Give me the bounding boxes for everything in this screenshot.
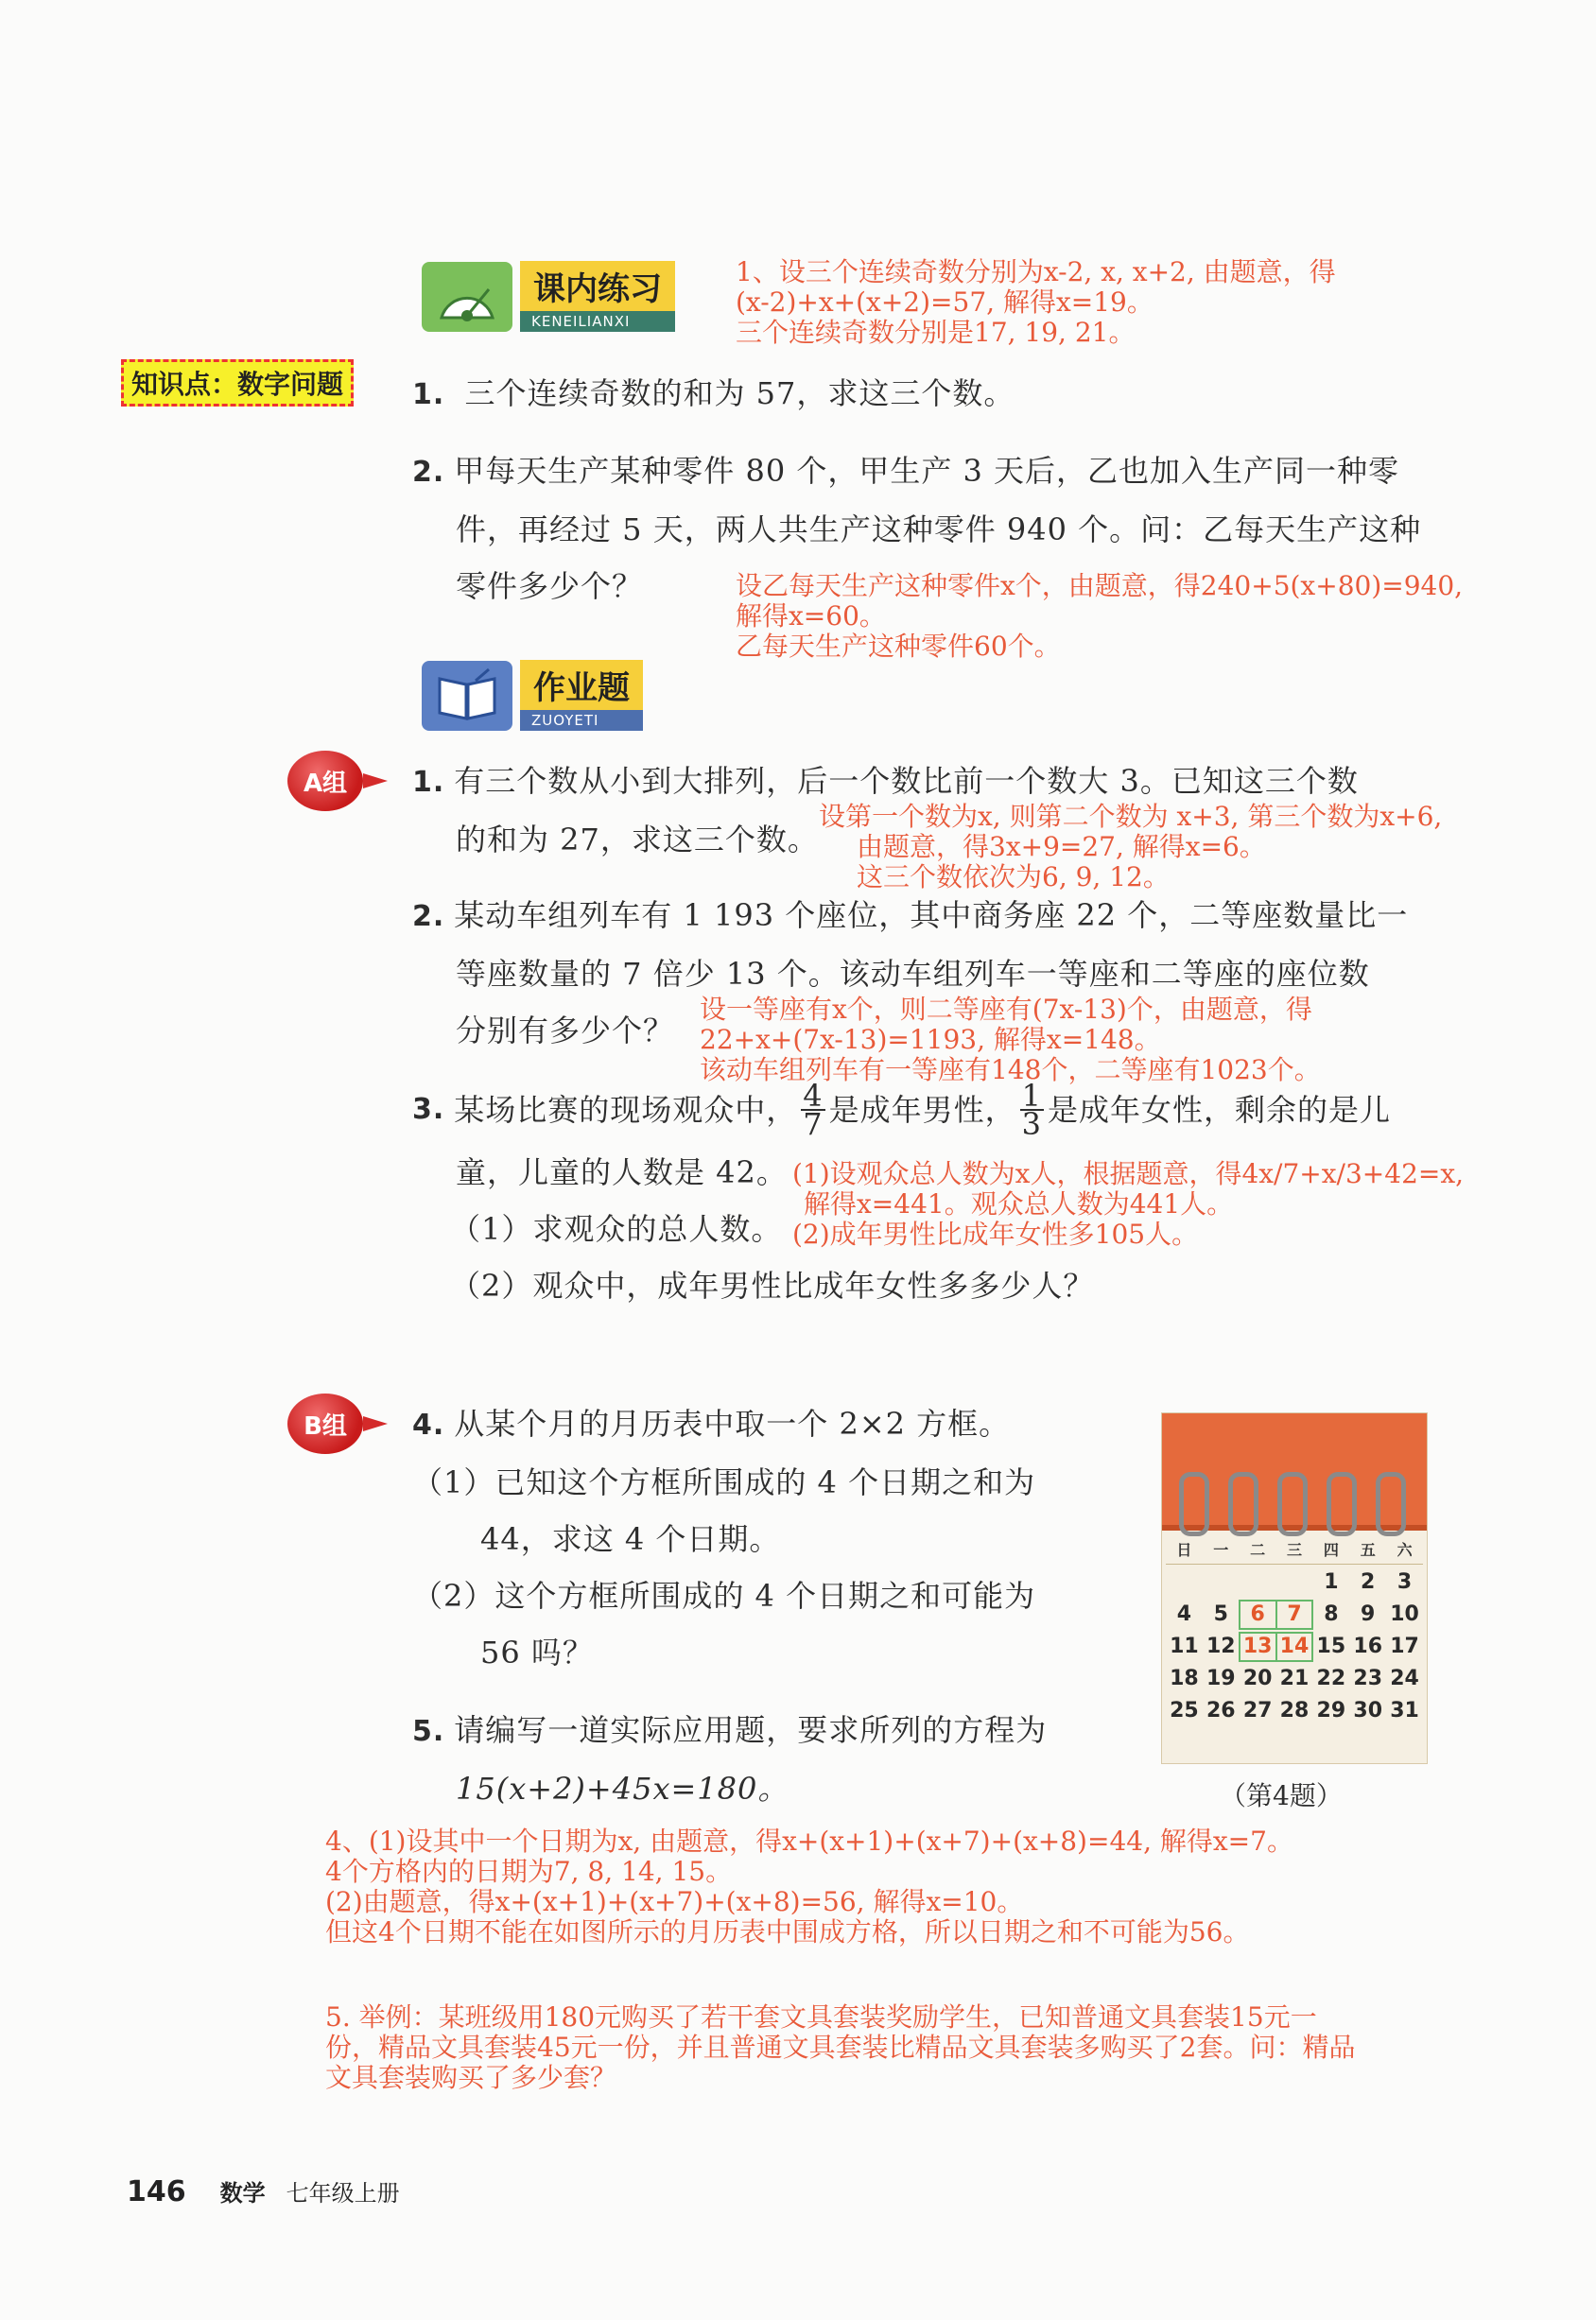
equation: 15(x+2)+45x=180。: [456, 1771, 789, 1807]
fraction-4-7: $\frac{4}{7}$: [803, 1078, 824, 1142]
question-text: 某场比赛的现场观众中，: [454, 1092, 798, 1128]
calendar-day: 2: [1361, 1570, 1376, 1594]
calendar-day: 3: [1396, 1570, 1413, 1594]
section-pinyin-classroom: KENEILIANXI: [520, 311, 675, 332]
annotation-7: 5. 举例：某班级用180元购买了若干套文具套装奖励学生，已知普通文具套装15元一 份，精品文具套装45元一份，并且普通文具套装比精品文具套装多购买了2套。问：精品 文具套装购买了多少套？: [325, 2001, 1356, 2093]
calendar-day: 8: [1324, 1602, 1339, 1626]
annotation-2: 设乙每天生产这种零件x个，由题意，得240+5(x+80)=940, 解得x=60。 乙每天生产这种零件60个。: [736, 570, 1464, 662]
calendar-day: 29: [1316, 1699, 1346, 1723]
sub-question-2: （2）这个方框所围成的 4 个日期之和可能为: [412, 1578, 1036, 1614]
calendar-day: 31: [1390, 1699, 1419, 1723]
group-b-badge: B组: [287, 1394, 363, 1454]
sub-question-1-cont: 44，求这 4 个日期。: [480, 1521, 781, 1557]
calendar-weekday: 三: [1276, 1534, 1313, 1565]
calendar-day: 22: [1316, 1667, 1346, 1690]
protractor-icon: [422, 262, 512, 332]
calendar-weekday: 二: [1240, 1534, 1276, 1565]
calendar-weekday: 五: [1349, 1534, 1386, 1565]
calendar-day: 10: [1390, 1602, 1419, 1626]
badge-arrow-icon: [363, 1416, 388, 1431]
calendar-day: [1276, 1568, 1313, 1597]
section-pinyin-homework: ZUOYETI: [520, 710, 643, 731]
calendar-day: 16: [1353, 1635, 1383, 1658]
footer-subject: 数学: [219, 2180, 266, 2207]
calendar-day: [1203, 1568, 1240, 1597]
calendar-day: 17: [1390, 1635, 1419, 1658]
sub-question-2: （2）观众中，成年男性比成年女性多多少人？: [450, 1268, 1095, 1304]
calendar-day: 12: [1206, 1635, 1236, 1658]
annotation-3: 设第一个数为x, 则第二个数为 x+3, 第三个数为x+6, 由题意，得3x+9=27, 解得x=6。 这三个数依次为6, 9, 12。: [819, 801, 1443, 892]
question-text: 是成年女性，剩余的是儿: [1048, 1092, 1392, 1128]
calendar-binding: [1162, 1413, 1427, 1531]
calendar-day: 18: [1170, 1667, 1199, 1690]
fraction-1-3: $\frac{1}{3}$: [1021, 1078, 1043, 1142]
question-number: 3.: [412, 1093, 445, 1126]
calendar-day: 11: [1170, 1635, 1199, 1658]
group-a-badge: A组: [287, 751, 363, 811]
group-a-badge-wrap: [287, 751, 388, 811]
sub-question-1: （1）求观众的总人数。: [450, 1211, 783, 1247]
annotation-6: 4、(1)设其中一个日期为x, 由题意，得x+(x+1)+(x+7)+(x+8)=44, 解得x=7。 4个方格内的日期为7, 8, 14, 15。 (2)由题意，得x+(x+1)+(x+7)+(x+8)=56, 解得x=10。 但这4个日期不能在如图所示的月历表中围成方格，所以日期之和不可能为56。: [325, 1826, 1293, 1948]
calendar-day: 19: [1206, 1667, 1236, 1690]
section-header-homework: [422, 660, 643, 731]
annotation-1: 1、设三个连续奇数分别为x-2, x, x+2, 由题意，得 (x-2)+x+(x+2)=57, 解得x=19。 三个连续奇数分别是17, 19, 21。: [736, 256, 1336, 348]
calendar-day: 24: [1390, 1667, 1419, 1690]
calendar-weekday: 四: [1312, 1534, 1349, 1565]
calendar-day: 30: [1353, 1699, 1383, 1723]
question-text-line: 某动车组列车有 1 193 个座位，其中商务座 22 个，二等座数量比一: [454, 897, 1409, 933]
question-text-line: 件，再经过 5 天，两人共生产这种零件 940 个。问：乙每天生产这种: [456, 511, 1422, 547]
group-b-question-4: [412, 1395, 1035, 1681]
calendar-day: 26: [1206, 1699, 1236, 1723]
calendar-day: 5: [1213, 1602, 1228, 1626]
page-footer: [127, 2174, 400, 2208]
calendar-day: 21: [1279, 1667, 1310, 1690]
question-text-line: 等座数量的 7 倍少 13 个。该动车组列车一等座和二等座的座位数: [456, 956, 1370, 992]
calendar-day: 27: [1242, 1699, 1273, 1723]
question-text: 是成年男性，: [828, 1092, 1016, 1128]
calendar-day: 25: [1170, 1699, 1199, 1723]
question-text-line: 分别有多少个？: [456, 1013, 675, 1048]
figure-caption: （第4题）: [1220, 1780, 1343, 1811]
calendar-day: [1166, 1568, 1203, 1597]
question-number: 1.: [412, 766, 445, 799]
calendar-day: 15: [1316, 1635, 1346, 1658]
question-text-line: 从某个月的月历表中取一个 2×2 方框。: [454, 1406, 1011, 1442]
question-text-line: 甲每天生产某种零件 80 个，甲生产 3 天后，乙也加入生产同一种零: [454, 453, 1400, 489]
question-text: 三个连续奇数的和为 57，求这三个数。: [464, 375, 1015, 411]
question-number: 2.: [412, 456, 445, 489]
sub-question-1: （1）已知这个方框所围成的 4 个日期之和为: [412, 1464, 1036, 1500]
question-text-line: 请编写一道实际应用题，要求所列的方程为: [454, 1712, 1048, 1748]
section-title-homework: 作业题: [520, 660, 643, 710]
section-title-classroom: 课内练习: [520, 261, 675, 311]
section-header-classroom: [422, 261, 675, 332]
calendar-weekday: 一: [1203, 1534, 1240, 1565]
calendar-day: 1: [1324, 1570, 1339, 1594]
sub-question-2-cont: 56 吗？: [480, 1635, 594, 1671]
classroom-question-1: [412, 365, 1015, 424]
question-text-line: 有三个数从小到大排列，后一个数比前一个数大 3。已知这三个数: [454, 763, 1359, 799]
calendar-weekday: 六: [1386, 1534, 1423, 1565]
group-b-question-5: [412, 1702, 1047, 1817]
group-b-badge-wrap: [287, 1394, 388, 1454]
book-icon: [422, 661, 512, 731]
calendar-day: 28: [1279, 1699, 1310, 1723]
calendar-day: 20: [1242, 1667, 1273, 1690]
calendar-figure: [1161, 1412, 1428, 1764]
annotation-4: 设一等座有x个，则二等座有(7x-13)个，由题意，得 22+x+(7x-13)=1193, 解得x=148。 该动车组列车有一等座有148个，二等座有1023个。: [700, 994, 1321, 1085]
calendar-day: 4: [1176, 1602, 1192, 1626]
question-number: 5.: [412, 1715, 445, 1748]
calendar-day: [1240, 1568, 1276, 1597]
question-text-line: 的和为 27，求这三个数。: [456, 822, 819, 857]
calendar-day-grid: [1162, 1565, 1427, 1729]
annotation-5: (1)设观众总人数为x人，根据题意，得4x/7+x/3+42=x, 解得x=441。观众总人数为441人。 (2)成年男性比成年女性多105人。: [792, 1158, 1465, 1250]
calendar-day: 23: [1353, 1667, 1383, 1690]
question-number: 1.: [412, 378, 445, 411]
question-text-line: 零件多少个？: [456, 568, 644, 604]
question-text-line: 童，儿童的人数是 42。: [456, 1154, 788, 1190]
question-number: 2.: [412, 900, 445, 933]
calendar-weekday: 日: [1166, 1534, 1203, 1565]
calendar-day: 7: [1276, 1601, 1313, 1629]
calendar-day: 6: [1240, 1601, 1276, 1629]
question-number: 4.: [412, 1409, 445, 1442]
calendar-day: 14: [1276, 1633, 1313, 1661]
footer-grade: 七年级上册: [286, 2180, 400, 2207]
badge-arrow-icon: [363, 773, 388, 788]
calendar-day: 13: [1240, 1633, 1276, 1661]
knowledge-tag: 知识点：数字问题: [121, 359, 354, 407]
calendar-day: 9: [1361, 1602, 1376, 1626]
page-number: 146: [127, 2175, 186, 2208]
